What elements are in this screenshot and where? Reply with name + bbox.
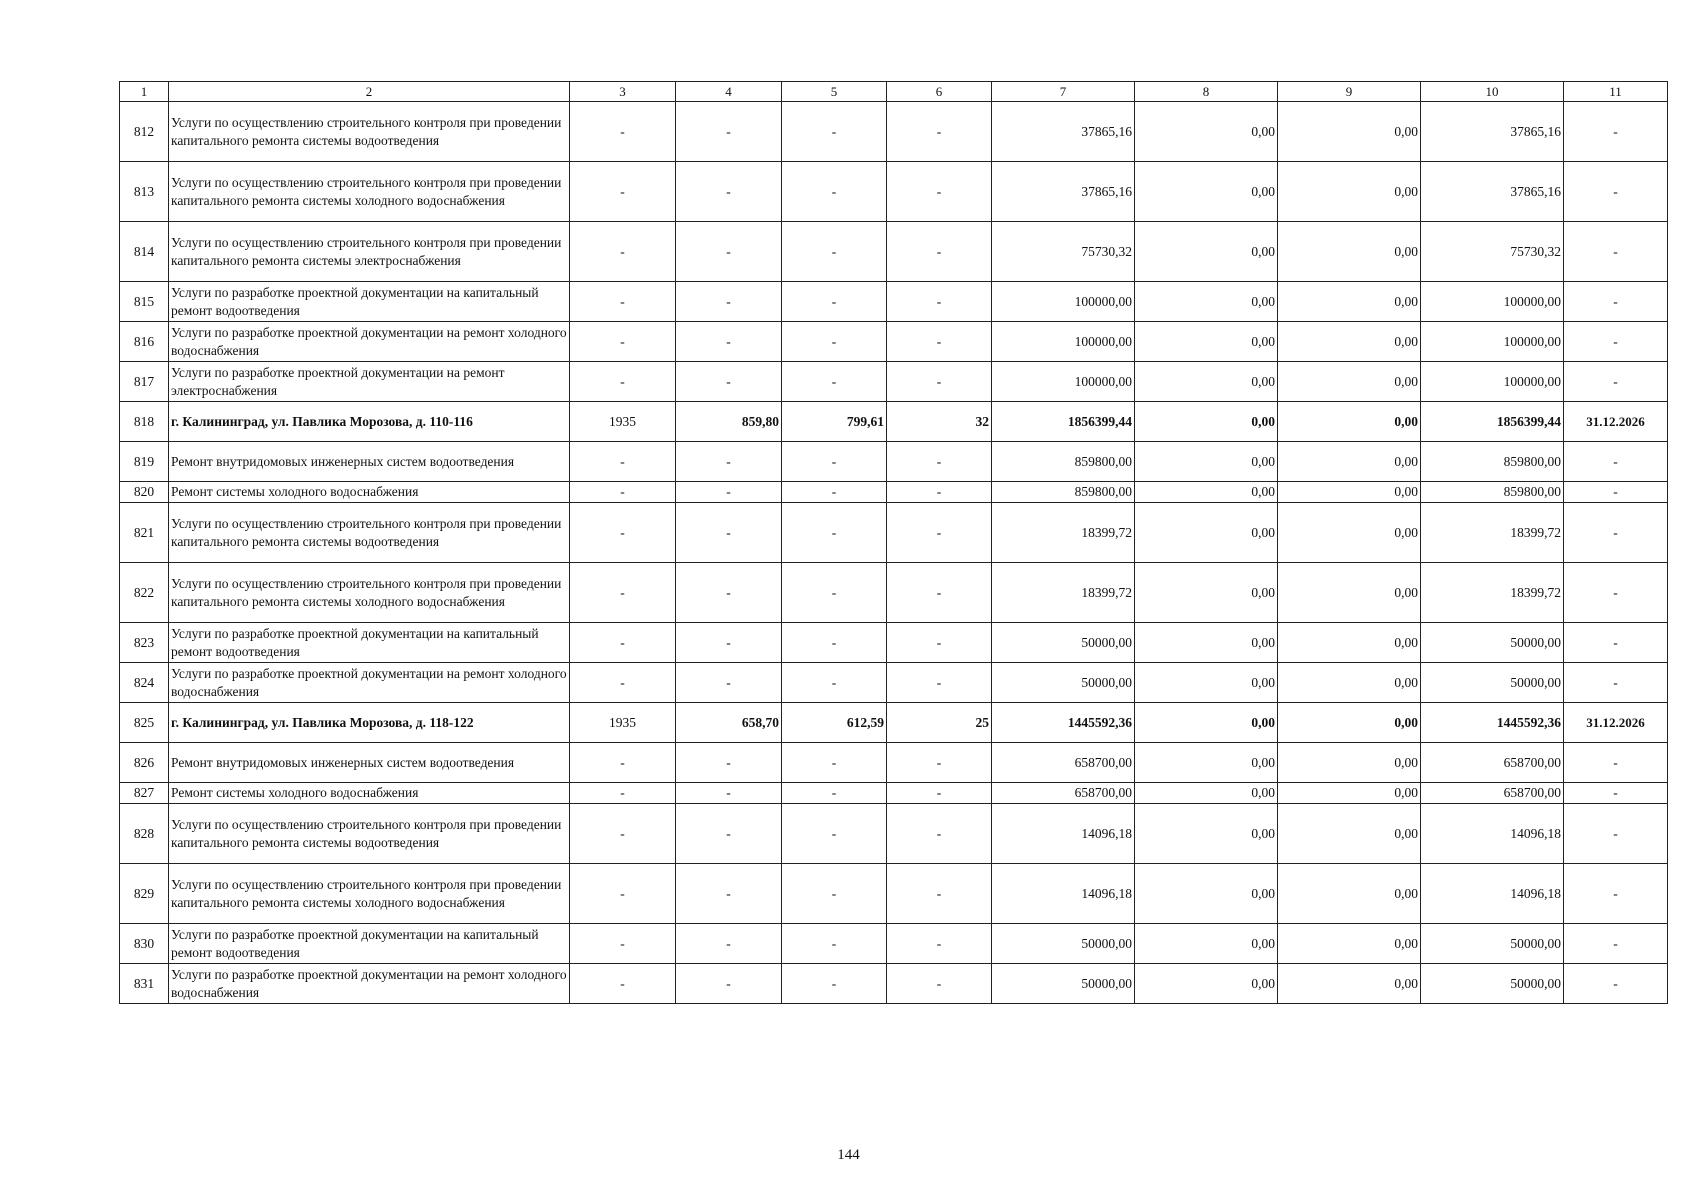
cell-col-7: 75730,32 <box>992 222 1135 282</box>
cell-col-5: - <box>782 362 887 402</box>
cell-col-4: - <box>676 322 782 362</box>
cell-col-6: - <box>887 362 992 402</box>
cell-col-10: 859800,00 <box>1421 442 1564 482</box>
cell-col-7: 658700,00 <box>992 783 1135 804</box>
cell-col-7: 100000,00 <box>992 322 1135 362</box>
cell-col-9: 0,00 <box>1278 623 1421 663</box>
cell-col-3: - <box>570 503 676 563</box>
table-row <box>120 362 1668 402</box>
row-description: Услуги по разработке проектной документации на капитальный ремонт водоотведения <box>169 623 570 663</box>
row-number: 824 <box>120 663 169 703</box>
cell-col-3: 1935 <box>570 703 676 743</box>
cell-col-4: 658,70 <box>676 703 782 743</box>
cell-col-7: 50000,00 <box>992 924 1135 964</box>
cell-col-4: - <box>676 503 782 563</box>
cell-col-6: - <box>887 482 992 503</box>
row-description: Ремонт внутридомовых инженерных систем водоотведения <box>169 743 570 783</box>
cell-col-8: 0,00 <box>1135 442 1278 482</box>
column-number: 5 <box>782 82 887 102</box>
cell-col-6: - <box>887 102 992 162</box>
cell-col-3: - <box>570 162 676 222</box>
cell-col-10: 37865,16 <box>1421 162 1564 222</box>
table-row <box>120 102 1668 162</box>
cell-col-3: - <box>570 222 676 282</box>
cell-col-11: - <box>1564 864 1668 924</box>
cell-col-4: 859,80 <box>676 402 782 442</box>
cell-col-11: - <box>1564 322 1668 362</box>
cell-col-9: 0,00 <box>1278 442 1421 482</box>
cell-col-11: - <box>1564 743 1668 783</box>
row-description: Услуги по осуществлению строительного контроля при проведении капитального ремонта системы водоотведения <box>169 804 570 864</box>
cell-col-11: 31.12.2026 <box>1564 402 1668 442</box>
cell-col-9: 0,00 <box>1278 482 1421 503</box>
table-row <box>120 783 1668 804</box>
cell-col-8: 0,00 <box>1135 322 1278 362</box>
row-number: 826 <box>120 743 169 783</box>
cell-col-9: 0,00 <box>1278 743 1421 783</box>
column-number: 8 <box>1135 82 1278 102</box>
cell-col-4: - <box>676 864 782 924</box>
cell-col-9: 0,00 <box>1278 162 1421 222</box>
cell-col-7: 18399,72 <box>992 503 1135 563</box>
cell-col-9: 0,00 <box>1278 663 1421 703</box>
cell-col-7: 50000,00 <box>992 964 1135 1004</box>
row-number: 815 <box>120 282 169 322</box>
cell-col-7: 859800,00 <box>992 442 1135 482</box>
cell-col-10: 14096,18 <box>1421 804 1564 864</box>
cell-col-11: 31.12.2026 <box>1564 703 1668 743</box>
table-row <box>120 503 1668 563</box>
row-description: Ремонт системы холодного водоснабжения <box>169 482 570 503</box>
cell-col-5: - <box>782 503 887 563</box>
cell-col-9: 0,00 <box>1278 222 1421 282</box>
column-number: 4 <box>676 82 782 102</box>
cell-col-7: 14096,18 <box>992 864 1135 924</box>
cell-col-6: - <box>887 322 992 362</box>
row-number: 827 <box>120 783 169 804</box>
cell-col-3: - <box>570 924 676 964</box>
cell-col-3: - <box>570 482 676 503</box>
cell-col-6: - <box>887 743 992 783</box>
cell-col-3: - <box>570 964 676 1004</box>
cell-col-11: - <box>1564 924 1668 964</box>
row-description: Услуги по осуществлению строительного контроля при проведении капитального ремонта системы водоотведения <box>169 102 570 162</box>
cell-col-3: - <box>570 743 676 783</box>
cell-col-5: - <box>782 743 887 783</box>
cell-col-9: 0,00 <box>1278 102 1421 162</box>
cell-col-11: - <box>1564 964 1668 1004</box>
row-number: 830 <box>120 924 169 964</box>
cell-col-6: - <box>887 222 992 282</box>
cell-col-10: 50000,00 <box>1421 924 1564 964</box>
cell-col-4: - <box>676 362 782 402</box>
table-row <box>120 743 1668 783</box>
cell-col-7: 50000,00 <box>992 623 1135 663</box>
cell-col-3: - <box>570 282 676 322</box>
row-description: Услуги по разработке проектной документации на капитальный ремонт водоотведения <box>169 924 570 964</box>
table-row <box>120 663 1668 703</box>
cell-col-8: 0,00 <box>1135 362 1278 402</box>
cell-col-5: - <box>782 804 887 864</box>
cell-col-5: - <box>782 663 887 703</box>
cell-col-10: 18399,72 <box>1421 563 1564 623</box>
cell-col-3: - <box>570 563 676 623</box>
table-row <box>120 442 1668 482</box>
row-number: 823 <box>120 623 169 663</box>
cell-col-9: 0,00 <box>1278 402 1421 442</box>
cell-col-10: 658700,00 <box>1421 783 1564 804</box>
cell-col-4: - <box>676 804 782 864</box>
cell-col-7: 37865,16 <box>992 102 1135 162</box>
cell-col-8: 0,00 <box>1135 623 1278 663</box>
cell-col-8: 0,00 <box>1135 864 1278 924</box>
cell-col-4: - <box>676 783 782 804</box>
cell-col-11: - <box>1564 804 1668 864</box>
row-description: Услуги по разработке проектной документации на капитальный ремонт водоотведения <box>169 282 570 322</box>
cell-col-11: - <box>1564 623 1668 663</box>
cell-col-6: - <box>887 924 992 964</box>
row-number: 816 <box>120 322 169 362</box>
row-description: Услуги по разработке проектной документации на ремонт холодного водоснабжения <box>169 663 570 703</box>
cell-col-9: 0,00 <box>1278 804 1421 864</box>
cell-col-9: 0,00 <box>1278 362 1421 402</box>
table-row <box>120 864 1668 924</box>
row-description: Услуги по разработке проектной документации на ремонт холодного водоснабжения <box>169 322 570 362</box>
cell-col-8: 0,00 <box>1135 162 1278 222</box>
cell-col-5: - <box>782 783 887 804</box>
cell-col-5: - <box>782 563 887 623</box>
cell-col-11: - <box>1564 783 1668 804</box>
cell-col-3: - <box>570 362 676 402</box>
cell-col-7: 658700,00 <box>992 743 1135 783</box>
work-schedule-table <box>119 81 1668 1004</box>
row-number: 831 <box>120 964 169 1004</box>
column-number: 1 <box>120 82 169 102</box>
cell-col-9: 0,00 <box>1278 503 1421 563</box>
cell-col-3: - <box>570 864 676 924</box>
cell-col-7: 14096,18 <box>992 804 1135 864</box>
cell-col-5: - <box>782 102 887 162</box>
cell-col-8: 0,00 <box>1135 663 1278 703</box>
column-number: 3 <box>570 82 676 102</box>
cell-col-10: 100000,00 <box>1421 282 1564 322</box>
table-body <box>120 82 1668 1004</box>
row-description: Услуги по осуществлению строительного контроля при проведении капитального ремонта системы холодного водоснабжения <box>169 864 570 924</box>
cell-col-11: - <box>1564 663 1668 703</box>
row-number: 821 <box>120 503 169 563</box>
cell-col-9: 0,00 <box>1278 322 1421 362</box>
cell-col-6: - <box>887 503 992 563</box>
cell-col-3: - <box>570 804 676 864</box>
cell-col-3: - <box>570 663 676 703</box>
cell-col-5: - <box>782 623 887 663</box>
cell-col-6: - <box>887 804 992 864</box>
cell-col-10: 1856399,44 <box>1421 402 1564 442</box>
row-description: Ремонт внутридомовых инженерных систем водоотведения <box>169 442 570 482</box>
row-description: Услуги по осуществлению строительного контроля при проведении капитального ремонта системы холодного водоснабжения <box>169 162 570 222</box>
cell-col-8: 0,00 <box>1135 222 1278 282</box>
cell-col-8: 0,00 <box>1135 482 1278 503</box>
cell-col-6: 25 <box>887 703 992 743</box>
cell-col-5: - <box>782 864 887 924</box>
cell-col-4: - <box>676 482 782 503</box>
cell-col-4: - <box>676 162 782 222</box>
cell-col-10: 14096,18 <box>1421 864 1564 924</box>
column-number: 9 <box>1278 82 1421 102</box>
cell-col-8: 0,00 <box>1135 503 1278 563</box>
cell-col-8: 0,00 <box>1135 402 1278 442</box>
row-description: г. Калининград, ул. Павлика Морозова, д. 118-122 <box>169 703 570 743</box>
cell-col-8: 0,00 <box>1135 282 1278 322</box>
cell-col-9: 0,00 <box>1278 783 1421 804</box>
cell-col-4: - <box>676 663 782 703</box>
page-number: 144 <box>837 1147 860 1163</box>
cell-col-6: 32 <box>887 402 992 442</box>
row-description: Услуги по разработке проектной документации на ремонт электроснабжения <box>169 362 570 402</box>
cell-col-7: 50000,00 <box>992 663 1135 703</box>
row-description: Услуги по осуществлению строительного контроля при проведении капитального ремонта системы водоотведения <box>169 503 570 563</box>
cell-col-5: - <box>782 442 887 482</box>
cell-col-11: - <box>1564 362 1668 402</box>
cell-col-5: 799,61 <box>782 402 887 442</box>
table-row <box>120 482 1668 503</box>
cell-col-7: 1445592,36 <box>992 703 1135 743</box>
cell-col-4: - <box>676 282 782 322</box>
cell-col-7: 1856399,44 <box>992 402 1135 442</box>
table-row <box>120 563 1668 623</box>
cell-col-4: - <box>676 563 782 623</box>
table-row <box>120 402 1668 442</box>
cell-col-10: 37865,16 <box>1421 102 1564 162</box>
cell-col-8: 0,00 <box>1135 783 1278 804</box>
cell-col-4: - <box>676 102 782 162</box>
cell-col-5: - <box>782 162 887 222</box>
table-row <box>120 322 1668 362</box>
row-description: Услуги по осуществлению строительного контроля при проведении капитального ремонта системы холодного водоснабжения <box>169 563 570 623</box>
cell-col-6: - <box>887 563 992 623</box>
table-row <box>120 703 1668 743</box>
cell-col-4: - <box>676 442 782 482</box>
row-number: 828 <box>120 804 169 864</box>
cell-col-4: - <box>676 924 782 964</box>
cell-col-8: 0,00 <box>1135 102 1278 162</box>
row-number: 818 <box>120 402 169 442</box>
cell-col-6: - <box>887 663 992 703</box>
row-number: 820 <box>120 482 169 503</box>
column-number: 7 <box>992 82 1135 102</box>
column-number: 11 <box>1564 82 1668 102</box>
cell-col-7: 859800,00 <box>992 482 1135 503</box>
cell-col-11: - <box>1564 162 1668 222</box>
row-number: 819 <box>120 442 169 482</box>
cell-col-8: 0,00 <box>1135 964 1278 1004</box>
cell-col-10: 100000,00 <box>1421 362 1564 402</box>
cell-col-5: - <box>782 222 887 282</box>
column-number-row <box>120 82 1668 102</box>
column-number: 6 <box>887 82 992 102</box>
cell-col-6: - <box>887 442 992 482</box>
cell-col-9: 0,00 <box>1278 282 1421 322</box>
table-row <box>120 964 1668 1004</box>
cell-col-10: 100000,00 <box>1421 322 1564 362</box>
cell-col-11: - <box>1564 442 1668 482</box>
cell-col-8: 0,00 <box>1135 703 1278 743</box>
cell-col-6: - <box>887 282 992 322</box>
cell-col-3: - <box>570 322 676 362</box>
row-number: 813 <box>120 162 169 222</box>
cell-col-9: 0,00 <box>1278 964 1421 1004</box>
cell-col-3: - <box>570 623 676 663</box>
cell-col-8: 0,00 <box>1135 563 1278 623</box>
cell-col-9: 0,00 <box>1278 864 1421 924</box>
cell-col-9: 0,00 <box>1278 563 1421 623</box>
cell-col-6: - <box>887 783 992 804</box>
cell-col-3: 1935 <box>570 402 676 442</box>
cell-col-10: 50000,00 <box>1421 623 1564 663</box>
cell-col-11: - <box>1564 503 1668 563</box>
cell-col-4: - <box>676 743 782 783</box>
cell-col-4: - <box>676 623 782 663</box>
table-row <box>120 924 1668 964</box>
cell-col-5: - <box>782 482 887 503</box>
column-number: 2 <box>169 82 570 102</box>
row-number: 812 <box>120 102 169 162</box>
cell-col-6: - <box>887 162 992 222</box>
cell-col-7: 37865,16 <box>992 162 1135 222</box>
table-row <box>120 162 1668 222</box>
cell-col-6: - <box>887 964 992 1004</box>
table-row <box>120 222 1668 282</box>
cell-col-8: 0,00 <box>1135 924 1278 964</box>
cell-col-3: - <box>570 783 676 804</box>
row-description: Услуги по разработке проектной документации на ремонт холодного водоснабжения <box>169 964 570 1004</box>
cell-col-5: - <box>782 282 887 322</box>
cell-col-10: 18399,72 <box>1421 503 1564 563</box>
row-description: г. Калининград, ул. Павлика Морозова, д. 110-116 <box>169 402 570 442</box>
cell-col-4: - <box>676 964 782 1004</box>
row-description: Услуги по осуществлению строительного контроля при проведении капитального ремонта системы электроснабжения <box>169 222 570 282</box>
row-number: 825 <box>120 703 169 743</box>
cell-col-9: 0,00 <box>1278 703 1421 743</box>
column-number: 10 <box>1421 82 1564 102</box>
cell-col-5: 612,59 <box>782 703 887 743</box>
cell-col-8: 0,00 <box>1135 743 1278 783</box>
cell-col-3: - <box>570 102 676 162</box>
cell-col-9: 0,00 <box>1278 924 1421 964</box>
row-description: Ремонт системы холодного водоснабжения <box>169 783 570 804</box>
row-number: 814 <box>120 222 169 282</box>
cell-col-5: - <box>782 322 887 362</box>
cell-col-10: 859800,00 <box>1421 482 1564 503</box>
cell-col-5: - <box>782 964 887 1004</box>
cell-col-7: 18399,72 <box>992 563 1135 623</box>
cell-col-8: 0,00 <box>1135 804 1278 864</box>
cell-col-10: 75730,32 <box>1421 222 1564 282</box>
cell-col-3: - <box>570 442 676 482</box>
cell-col-7: 100000,00 <box>992 362 1135 402</box>
cell-col-10: 50000,00 <box>1421 964 1564 1004</box>
cell-col-6: - <box>887 864 992 924</box>
cell-col-11: - <box>1564 102 1668 162</box>
cell-col-4: - <box>676 222 782 282</box>
cell-col-11: - <box>1564 282 1668 322</box>
cell-col-11: - <box>1564 222 1668 282</box>
cell-col-6: - <box>887 623 992 663</box>
cell-col-10: 1445592,36 <box>1421 703 1564 743</box>
cell-col-7: 100000,00 <box>992 282 1135 322</box>
cell-col-10: 50000,00 <box>1421 663 1564 703</box>
row-number: 822 <box>120 563 169 623</box>
cell-col-5: - <box>782 924 887 964</box>
cell-col-10: 658700,00 <box>1421 743 1564 783</box>
cell-col-11: - <box>1564 563 1668 623</box>
cell-col-11: - <box>1564 482 1668 503</box>
table-row <box>120 282 1668 322</box>
table-row <box>120 623 1668 663</box>
row-number: 817 <box>120 362 169 402</box>
row-number: 829 <box>120 864 169 924</box>
table-row <box>120 804 1668 864</box>
